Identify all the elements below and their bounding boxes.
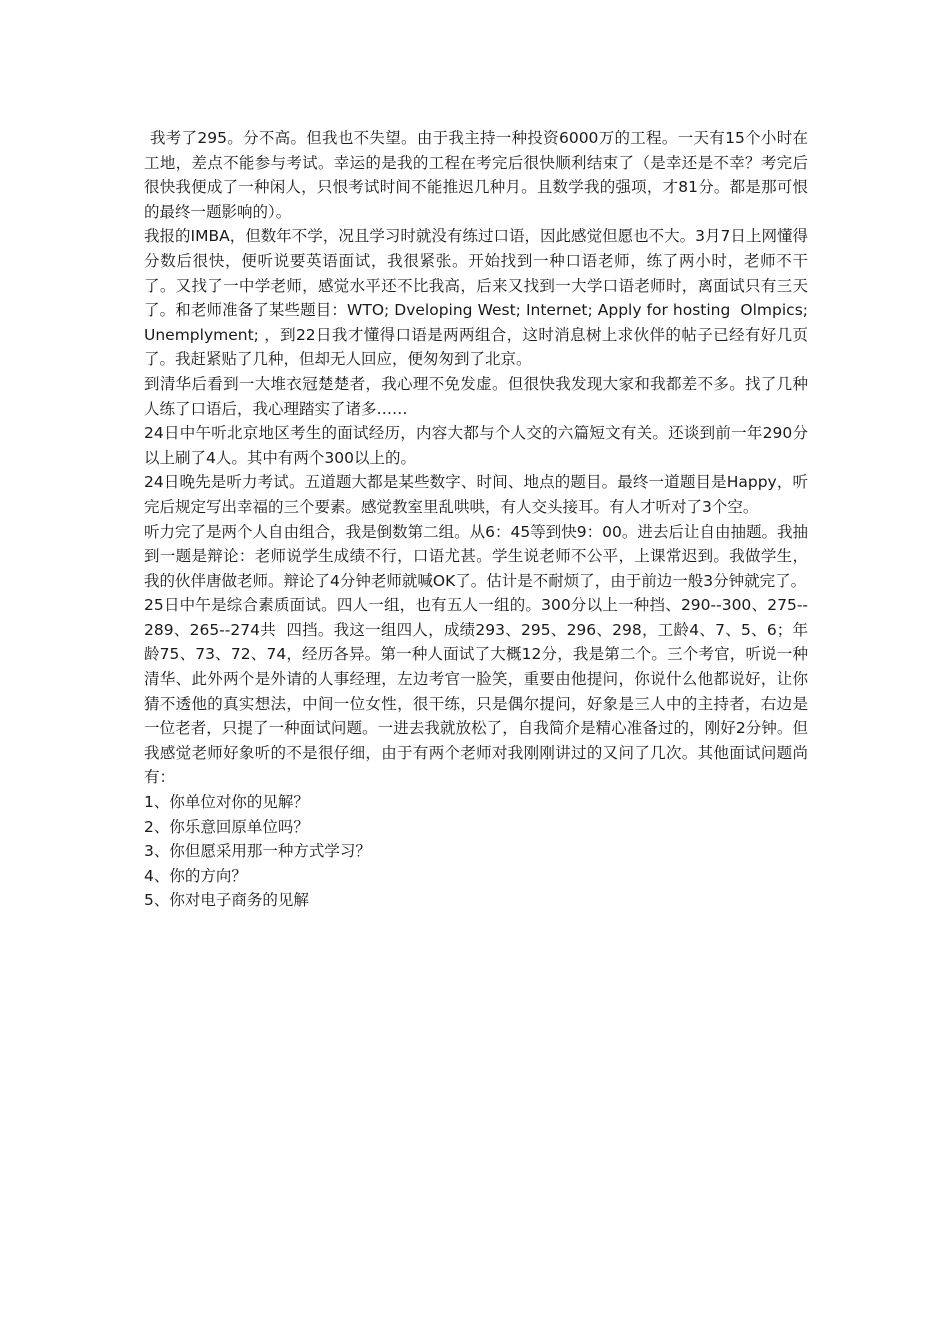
list-item-question-4: 4、你的方向？ (144, 866, 247, 885)
list-item-question-3: 3、你但愿采用那一种方式学习？ (144, 842, 371, 861)
paragraph-comprehensive-interview: 25日中午是综合素质面试。四人一组，也有五人一组的。300分以上一种挡、290--300、275--289、265--274共 四挡。我这一组四人，成绩293、295、296、298，工龄4、7、5、6；年龄75、73、72、74，经历各异。第一种人面试了大概12分，我是第二个。三个考官，听说一种清华、此外两个是外请的人事经理，左边考官一脸笑，重要由他提问，你说什么他都说好，让你猜不透他的真实想法，中间一位女性，很干练，只是偶尔提问，好象是三人中的主持者，右边是一位老者，只提了一种面试问题。一进去我就放松了，自我简介是精心准备过的，刚好2分钟。但我感觉老师好象听的不是很仔细，由于有两个老师对我刚刚讲过的又问了几次。其他面试问题尚有： (144, 596, 808, 787)
paragraph-listening-test: 24日晚先是听力考试。五道题大都是某些数字、时间、地点的题目。最终一道题目是Happy，听完后规定写出幸福的三个要素。感觉教室里乱哄哄，有人交头接耳。有人才听对了3个空。 (144, 473, 808, 516)
paragraph-imba-preparation: 我报的IMBA，但数年不学，况且学习时就没有练过口语，因此感觉但愿也不大。3月7日上网懂得分数后很快，便听说要英语面试，我很紧张。开始找到一种口语老师，练了两小时，老师不干了。又找了一中学老师，感觉水平还不比我高，后来又找到一大学口语老师时，离面试只有三天了。和老师准备了某些题目：WTO; Dveloping West; Internet; Apply for hosting Olmpics; Unemplyment; ，到22日我才懂得口语是两两组合，这时消息树上求伙伴的帖子已经有好几页了。我赶紧贴了几种，但却无人回应，便匆匆到了北京。 (144, 227, 813, 369)
document-body (144, 126, 813, 913)
paragraph-oral-debate: 听力完了是两个人自由组合，我是倒数第二组。从6：45等到快9：00。进去后让自由抽题。我抽到一题是辩论：老师说学生成绩不行，口语尤甚。学生说老师不公平，上课常迟到。我做学生，我的伙伴唐做老师。辩论了4分钟老师就喊OK了。估计是不耐烦了，由于前边一般3分钟就完了。 (144, 522, 808, 590)
list-item-question-2: 2、你乐意回原单位吗？ (144, 817, 309, 836)
list-item-question-1: 1、你单位对你的见解？ (144, 793, 309, 812)
paragraph-beijing-experience: 24日中午听北京地区考生的面试经历，内容大都与个人交的六篇短文有关。还谈到前一年290分以上刷了4人。其中有两个300以上的。 (144, 424, 808, 467)
paragraph-exam-score: 我考了295。分不高。但我也不失望。由于我主持一种投资6000万的工程。一天有15个小时在工地，差点不能参与考试。幸运的是我的工程在考完后很快顺利结束了（是幸还是不幸？考完后很快我便成了一种闲人，只恨考试时间不能推迟几种月。且数学我的强项，才81分。都是那可恨的最终一题影响的）。 (144, 129, 808, 221)
list-item-question-5: 5、你对电子商务的见解 (144, 891, 309, 910)
paragraph-arrival-tsinghua: 到清华后看到一大堆衣冠楚楚者，我心理不免发虚。但很快我发现大家和我都差不多。找了几种人练了口语后，我心理踏实了诸多…… (144, 374, 808, 418)
